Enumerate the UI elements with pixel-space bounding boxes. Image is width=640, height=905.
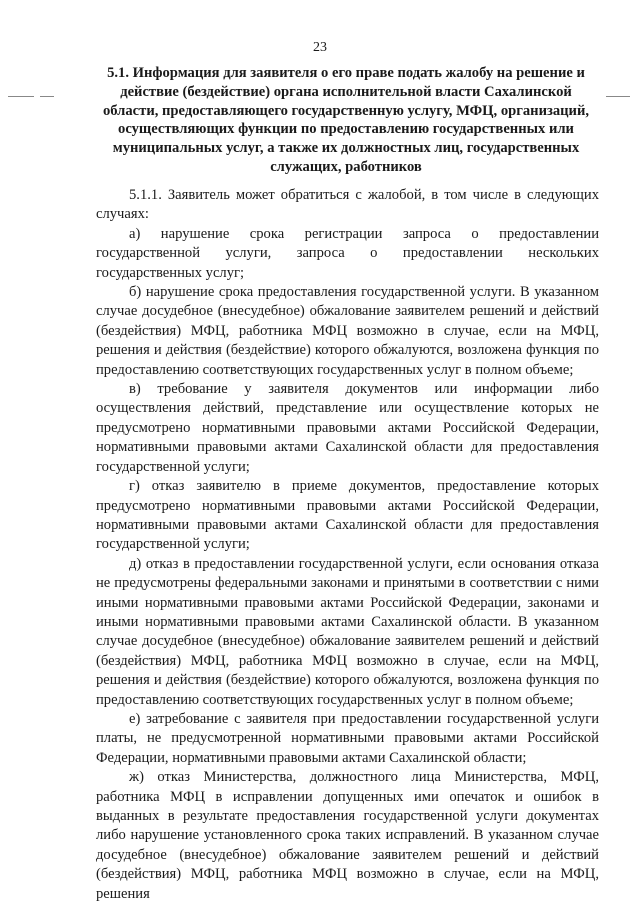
scan-artifact-left-2: [40, 96, 54, 97]
scan-artifact-left: [8, 96, 34, 97]
paragraph-item-g: г) отказ заявителю в приеме документов, предоставление которых предусмотрено нормативными правовыми актами Российской Федерации, нормативными правовыми актами Сахалинской области для предоставления государственной услуги;: [96, 478, 599, 553]
paragraph-item-e: е) затребование с заявителя при предоставлении государственной услуги платы, не предусмотренной нормативными правовыми актами Российской Федерации, нормативными правовыми актами Сахалинской области;: [96, 710, 599, 766]
paragraph-item-zh: ж) отказ Министерства, должностного лица Министерства, МФЦ, работника МФЦ в исправлении допущенных ими опечаток и ошибок в выданных в результате предоставления государственной услуги документах либо нарушение установленного срока таких исправлений. В указанном случае досудебное (внесудебное) обжалование заявителем решений и действий (бездействия) МФЦ, работника МФЦ возможно в случае, если на МФЦ, решения: [96, 769, 599, 902]
paragraph-item-d: д) отказ в предоставлении государственной услуги, если основания отказа не предусмотрены федеральными законами и принятыми в соответствии с ними иными нормативными правовыми актами Российской Федерации, законами и иными нормативными правовыми актами Сахалинской области. В указанном случае досудебное (внесудебное) обжалование заявителем решений и действий (бездействия) МФЦ, работника МФЦ возможно в случае, если на МФЦ, решения и действия (бездействие) которого обжалуются, возложена функция по предоставлению соответствующих государственных услуг в полном объеме;: [96, 555, 599, 708]
paragraph-item-a: а) нарушение срока регистрации запроса о предоставлении государственной услуги, запроса о предоставлении нескольких государственных услуг;: [96, 225, 599, 281]
section-heading: 5.1. Информация для заявителя о его праве подать жалобу на решение и действие (бездействие) органа исполнительной власти Сахалинской области, предоставляющего государственную услугу, МФЦ, организаций, осуществляющих функции по предоставлению государственных или муниципальных услуг, а также их должностных лиц, государственных служащих, работников: [102, 65, 590, 175]
paragraph-item-b: б) нарушение срока предоставления государственной услуги. В указанном случае досудебное (внесудебное) обжалование заявителем решений и действий (бездействия) МФЦ, работника МФЦ возможно в случае, если на МФЦ, решения и действия (бездействие) которого обжалуются, возложена функция по предоставлению соответствующих государственных услуг в полном объеме;: [96, 284, 599, 378]
body-text: [96, 186, 599, 904]
paragraph-item-v: в) требование у заявителя документов или информации либо осуществления действий, представление или осуществление которых не предусмотрено нормативными правовыми актами Российской Федерации, нормативными правовыми актами Сахалинской области для предоставления государственной услуги;: [96, 381, 599, 475]
page-number: 23: [313, 40, 327, 55]
paragraph-intro: 5.1.1. Заявитель может обратиться с жалобой, в том числе в следующих случаях:: [96, 187, 599, 223]
scan-artifact-right: [606, 96, 630, 97]
